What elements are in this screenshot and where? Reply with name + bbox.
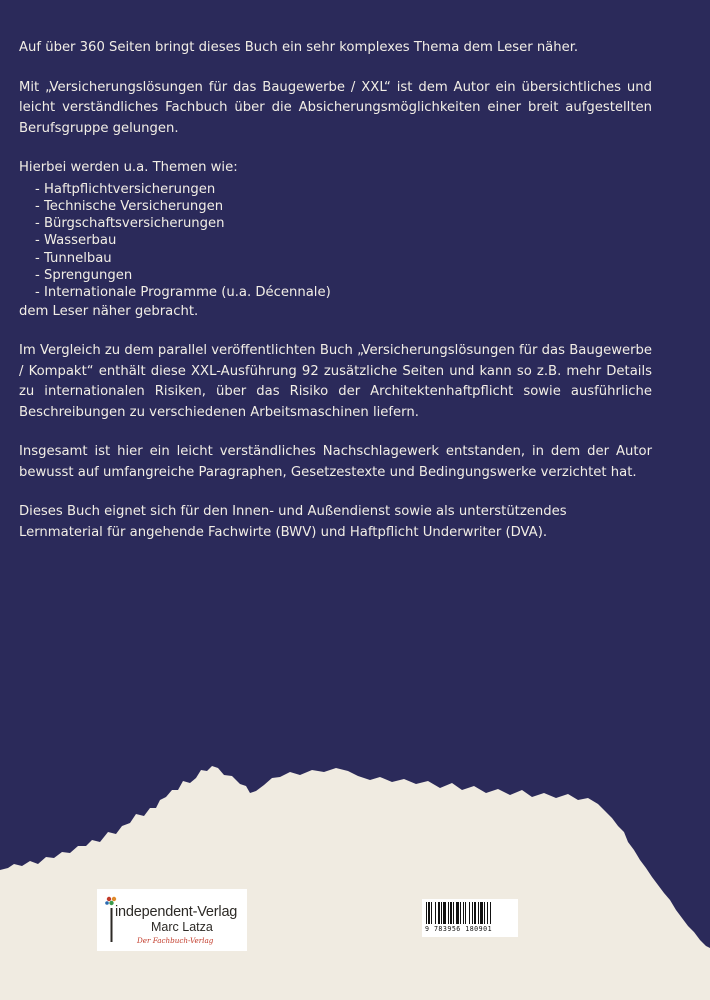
topics-outro: dem Leser näher gebracht. <box>19 303 199 319</box>
barcode-bar <box>490 902 491 924</box>
list-item: - Technische Versicherungen <box>35 198 224 214</box>
barcode-bar <box>472 902 473 924</box>
publisher-tagline: Der Fachbuch-Verlag <box>137 936 214 945</box>
list-item: - Bürgschaftsversicherungen <box>35 216 225 232</box>
barcode-bar <box>441 902 442 924</box>
barcode-bar <box>478 902 479 924</box>
barcode-bar <box>469 902 470 924</box>
barcode-bar <box>435 902 436 924</box>
barcode-bar <box>431 902 432 924</box>
paragraph-intro: Auf über 360 Seiten bringt dieses Buch ein sehr komplexes Thema dem Leser näher. <box>19 40 579 55</box>
barcode-bars <box>426 902 514 924</box>
list-item: - Internationale Programme (u.a. Décennale) <box>35 285 331 301</box>
list-item: - Sprengungen <box>35 267 133 283</box>
publisher-flower-icon <box>103 894 123 946</box>
barcode-bar <box>465 902 466 924</box>
publisher-name: independent-Verlag <box>115 904 238 920</box>
publisher-logo <box>97 889 247 951</box>
barcode-bar <box>487 902 488 924</box>
isbn-number: 9 783956 180901 <box>425 925 493 933</box>
list-item: - Haftpflichtversicherungen <box>35 181 216 197</box>
barcode-bar <box>448 902 449 924</box>
paragraph-audience-line1: Dieses Buch eignet sich für den Innen- und Außendienst sowie als unterstützendes <box>19 504 567 520</box>
barcode-bar <box>438 902 440 924</box>
barcode-bar <box>460 902 461 924</box>
isbn-barcode <box>422 899 518 937</box>
barcode-bar <box>484 902 485 924</box>
publisher-owner: Marc Latza <box>151 920 213 934</box>
barcode-bar <box>450 902 452 924</box>
paragraph-audience-line2: Lernmaterial für angehende Fachwirte (BWV) und Haftpflicht Underwriter (DVA). <box>19 524 548 540</box>
barcode-bar <box>443 902 446 924</box>
barcode-bar <box>480 902 483 924</box>
barcode-bar <box>426 902 427 924</box>
barcode-bar <box>463 902 464 924</box>
topics-intro: Hierbei werden u.a. Themen wie: <box>19 160 238 175</box>
barcode-bar <box>453 902 454 924</box>
barcode-bar <box>474 902 476 924</box>
list-item: - Tunnelbau <box>35 250 112 266</box>
barcode-bar <box>428 902 430 924</box>
list-item: - Wasserbau <box>35 233 117 249</box>
paragraph-comparison: Im Vergleich zu dem parallel veröffentlichten Buch „Versicherungslösungen für das Baugewerbe / Kompakt“ enthält diese XXL-Ausführung 92 zusätzliche Seiten und kann so z.B. mehr Details zu internationalen Risiken, über das Risiko der Architektenhaftpflicht sowie ausführliche Beschreibungen zu verschiedenen Arbeitsmaschinen liefern. <box>19 343 652 420</box>
paragraph-summary: Insgesamt ist hier ein leicht verständliches Nachschlagewerk entstanden, in dem der Autor bewusst auf umfangreiche Paragraphen, Gesetzestexte und Bedingungswerke verzichtet hat. <box>19 444 652 480</box>
barcode-bar <box>456 902 459 924</box>
paragraph-description: Mit „Versicherungslösungen für das Baugewerbe / XXL“ ist dem Autor ein übersichtliches und leicht verständliches Fachbuch über die Absicherungsmöglichkeiten einer breit aufgestellten Berufsgruppe gelungen. <box>19 79 652 136</box>
